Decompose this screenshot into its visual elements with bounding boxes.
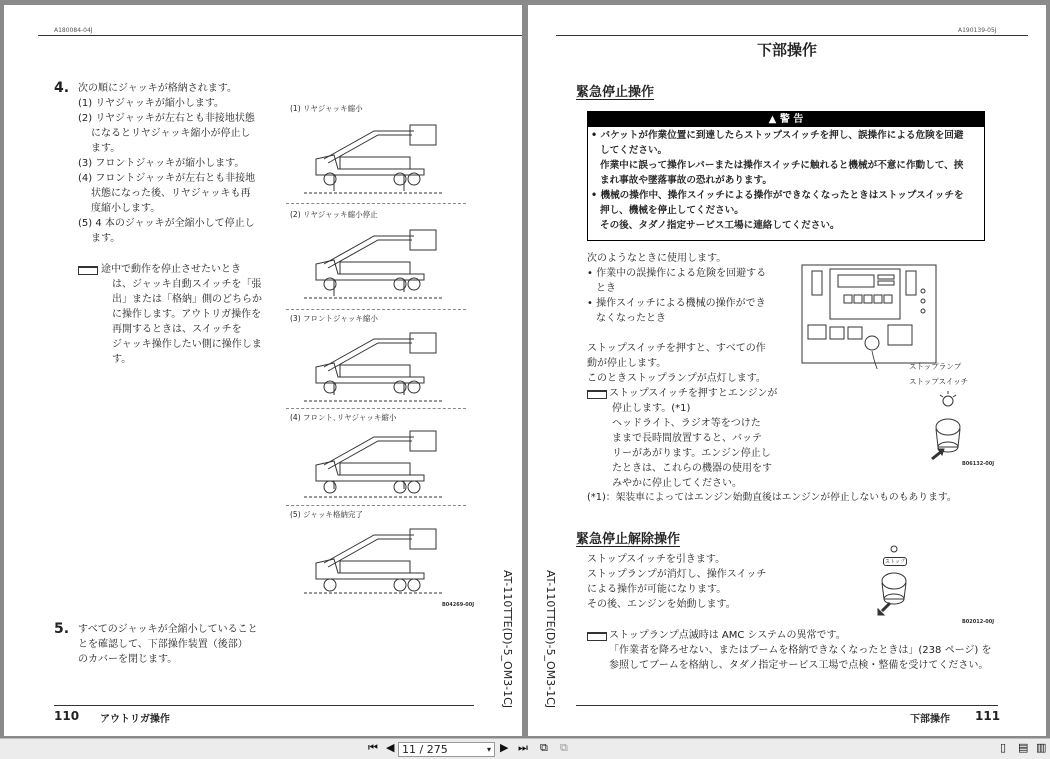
copy-disabled-icon[interactable]: ⧉	[560, 741, 568, 754]
truck-illustration	[304, 321, 444, 409]
stop-note-line: 停止します。(*1)	[612, 403, 691, 414]
copy-icon[interactable]: ⧉	[540, 741, 548, 754]
usage-line: 次のようなときに使用します。	[587, 253, 727, 264]
stop-line: ストップスイッチを押すと、すべての作	[587, 343, 766, 354]
first-page-icon[interactable]: ⏮	[368, 741, 378, 754]
left-page	[4, 5, 522, 736]
step-line: になるとリヤジャッキ縮小が停止し	[91, 128, 251, 139]
header-rule	[556, 35, 1028, 36]
figure-caption: (1) リヤジャッキ縮小	[290, 104, 363, 113]
section-heading: 緊急停止操作	[576, 85, 655, 100]
stop-note-line: ままで長時間放置すると、バッテ	[612, 433, 762, 444]
step-line: (2) リヤジャッキが左右とも非接地状態	[78, 113, 255, 124]
stop-note-line: たときは、これらの機器の使用をす	[612, 463, 772, 474]
step-line: ます。	[91, 143, 121, 154]
page-number-input[interactable]	[398, 742, 495, 757]
previous-page-icon[interactable]: ◀	[386, 741, 395, 754]
step-line: 状態になった後、リヤジャッキも再	[91, 188, 251, 199]
warning-box	[587, 111, 985, 241]
usage-line: • 操作スイッチによる機械の操作ができ	[587, 298, 766, 309]
page-number: 111	[975, 709, 1001, 723]
release-line: その後、エンジンを始動します。	[587, 599, 736, 610]
stop-release-illustration	[868, 543, 914, 617]
amc-line: 参照してブームを格納し、タダノ指定サービス工場で点検・整備を受けてください。	[609, 660, 989, 671]
warning-line: 押し、機械を停止してください。	[600, 205, 744, 216]
step-line: (5) 4 本のジャッキが全縮小して停止し	[78, 218, 255, 229]
truck-illustration	[304, 419, 444, 505]
warning-line: • 機械の操作中、操作スイッチによる操作ができなくなったときはストップスイッチを	[591, 190, 964, 201]
section-name: 下部操作	[910, 714, 950, 725]
section-name: アウトリガ操作	[100, 714, 170, 725]
note-line: 出」または「格納」側のどちらか	[112, 294, 262, 305]
step-line: (4) フロントジャッキが左右とも非接地	[78, 173, 256, 184]
stop-note-line: リーがあがります。エンジン停止し	[612, 448, 771, 459]
figure-divider	[286, 203, 466, 204]
stop-note-line: ヘッドライト、ラジオ等をつけた	[612, 418, 761, 429]
release-line: による操作が可能になります。	[587, 584, 727, 595]
step-intro: 次の順にジャッキが格納されます。	[78, 83, 237, 94]
figure-label: ストップ	[885, 559, 905, 565]
warning-line: その後、タダノ指定サービス工場に連絡してください。	[600, 220, 840, 231]
single-page-view-icon[interactable]: ▯	[1000, 741, 1007, 754]
step-line: 度縮小します。	[91, 203, 161, 214]
figure-caption: (2) リヤジャッキ縮小停止	[290, 210, 378, 219]
viewer-toolbar	[0, 738, 1050, 759]
figure-code: B06132-00J	[962, 461, 995, 467]
figure-label: ストップランプ	[909, 362, 962, 371]
release-line: ストップランプが消灯し、操作スイッチ	[587, 569, 767, 580]
next-page-icon[interactable]: ▶	[500, 741, 509, 754]
note-icon	[587, 632, 607, 641]
note-line: は、ジャッキ自動スイッチを「張	[112, 279, 262, 290]
step-number: 4.	[54, 80, 70, 96]
step-line: (1) リヤジャッキが縮小します。	[78, 98, 225, 109]
note-line: す。	[112, 354, 132, 365]
stop-switch-illustration	[920, 389, 970, 463]
truck-illustration	[304, 113, 444, 201]
chevron-down-icon[interactable]: ▾	[486, 745, 491, 754]
control-panel-illustration	[800, 261, 940, 369]
page-number: 110	[54, 709, 80, 723]
usage-line: • 作業中の誤操作による危険を回避する	[587, 268, 767, 279]
warning-header: ▲ 警 告	[588, 112, 984, 127]
header-rule	[38, 35, 522, 36]
figure-caption: (4) フロント､リヤジャッキ縮小	[290, 413, 397, 422]
doc-code: A190139-05J	[958, 27, 997, 34]
note-icon	[78, 266, 98, 275]
right-page	[528, 5, 1046, 736]
note-icon	[587, 390, 607, 399]
usage-line: とき	[596, 283, 616, 294]
stop-note-line: みやかに停止してください。	[612, 478, 742, 489]
two-page-view-icon[interactable]: ▥	[1036, 741, 1047, 754]
side-doc-id: AT-110TTE(D)-5_OM3-1CJ	[501, 570, 514, 709]
page-title: 下部操作	[757, 41, 818, 59]
amc-line: 「作業者を降ろせない、またはブームを格納できなくなったときは」(238 ページ) を	[609, 645, 992, 656]
doc-code: A180084-04J	[54, 27, 93, 34]
amc-line: ストップランプ点滅時は AMC システムの異常です。	[609, 630, 846, 641]
section-heading: 緊急停止解除操作	[576, 532, 681, 547]
stop-note-line: ストップスイッチを押すとエンジンが	[609, 388, 778, 399]
figure-divider	[286, 309, 466, 310]
footnote: (*1)：架装車によってはエンジン始動直後はエンジンが停止しないものもあります。	[587, 492, 957, 503]
release-line: ストップスイッチを引きます。	[587, 554, 726, 565]
step-line: すべてのジャッキが全縮小していること	[78, 624, 258, 635]
figure-code: B02012-00J	[962, 619, 995, 625]
stop-line: 動が停止します。	[587, 358, 667, 369]
figure-caption: (5) ジャッキ格納完了	[290, 510, 363, 519]
note-line: ジャッキ操作したい側に操作しま	[112, 339, 262, 350]
page-indicator: 11 / 275	[402, 743, 448, 756]
note-line: 途中で動作を停止させたいとき	[101, 264, 241, 275]
truck-illustration	[304, 517, 444, 603]
step-line: ます。	[91, 233, 121, 244]
figure-code: B04269-00J	[442, 602, 475, 608]
side-doc-id: AT-110TTE(D)-5_OM3-1CJ	[544, 570, 557, 709]
figure-divider	[286, 505, 466, 506]
warning-line: 作業中に誤って操作レバーまたは操作スイッチに触れると機械が不意に作動して、挟	[600, 160, 964, 171]
figure-caption: (3) フロントジャッキ縮小	[290, 314, 378, 323]
step-line: のカバーを閉じます。	[78, 654, 178, 665]
figure-label: ストップスイッチ	[909, 377, 969, 386]
warning-line: まれ事故や墜落事故の恐れがあります。	[600, 175, 772, 186]
warning-line: • バケットが作業位置に到達したらストップスイッチを押し、誤操作による危険を回避	[591, 130, 964, 141]
footer-rule	[576, 705, 998, 706]
step-number: 5.	[54, 621, 70, 637]
usage-line: なくなったとき	[596, 313, 666, 324]
warning-line: してください。	[600, 145, 668, 156]
note-line: 再開するときは、スイッチを	[112, 324, 242, 335]
last-page-icon[interactable]: ⏭	[518, 741, 528, 754]
truck-illustration	[304, 218, 444, 306]
stop-line: このときストップランプが点灯します。	[587, 373, 766, 384]
step-line: とを確認して、下部操作装置（後部）	[78, 639, 248, 650]
step-line: (3) フロントジャッキが縮小します。	[78, 158, 245, 169]
continuous-view-icon[interactable]: ▤	[1018, 741, 1029, 754]
note-line: に操作します。アウトリガ操作を	[112, 309, 262, 320]
footer-rule	[54, 705, 474, 706]
